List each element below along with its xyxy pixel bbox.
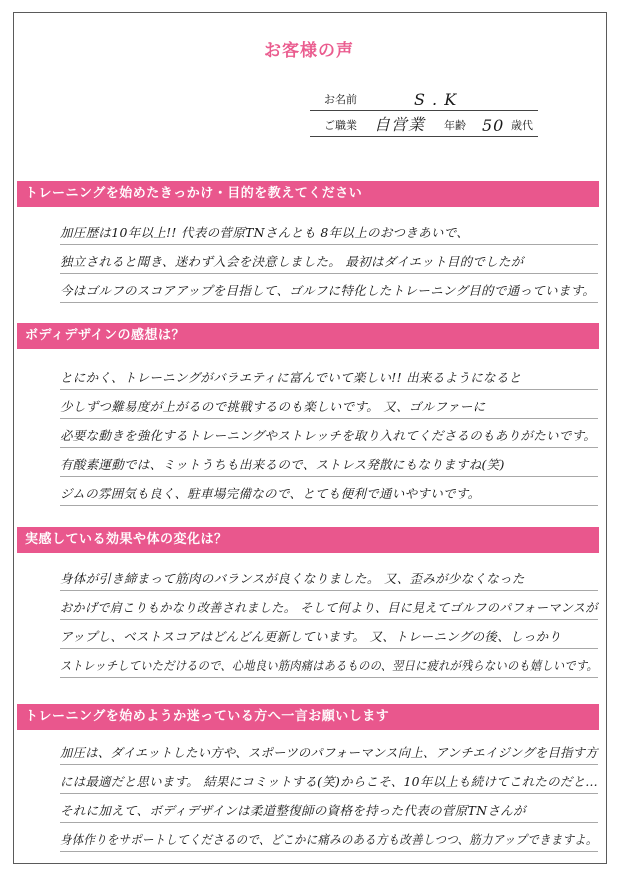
name-row (310, 86, 538, 111)
name-label: お名前 (324, 93, 357, 106)
section-body-impression (60, 361, 598, 506)
name-value: S . K (414, 90, 458, 109)
handwritten-line: アップし、ベストスコアはどんどん更新しています。 又、トレーニングの後、しっかり (60, 620, 598, 649)
page-title: お客様の声 (264, 41, 354, 61)
handwritten-line: ジムの雰囲気も良く、駐車場完備なので、とても便利で通いやすいです。 (60, 477, 598, 506)
job-age-row (310, 112, 538, 137)
section-body-motivation (60, 216, 598, 303)
handwritten-line: 加圧歴は10年以上!! 代表の菅原TNさんとも 8年以上のおつきあいで、 (60, 216, 598, 245)
handwritten-line: 加圧は、ダイエットしたい方や、スポーツのパフォーマンス向上、アンチエイジングを目指す方 (60, 736, 598, 765)
section-header-motivation: トレーニングを始めたきっかけ・目的を教えてください (17, 181, 599, 207)
job-value: 自営業 (374, 115, 426, 134)
handwritten-line: おかげで肩こりもかなり改善されました。 そして何より、目に見えてゴルフのパフォーマンスが (60, 591, 598, 620)
handwritten-line: 有酸素運動では、ミットうちも出来るので、ストレス発散にもなりますね(笑) (60, 448, 598, 477)
age-label: 年齢 (444, 119, 466, 132)
handwritten-line: 身体作りをサポートしてくださるので、どこかに痛みのある方も改善しつつ、筋力アップできますよ。 (60, 823, 598, 852)
handwritten-line: 少しずつ難易度が上がるので挑戦するのも楽しいです。 又、ゴルファーに (60, 390, 598, 419)
handwritten-line: 独立されると聞き、迷わず入会を決意しました。 最初はダイエット目的でしたが (60, 245, 598, 274)
section-body-message (60, 736, 598, 852)
handwritten-line: 今はゴルフのスコアアップを目指して、ゴルフに特化したトレーニング目的で通っています。 (60, 274, 598, 303)
section-header-message: トレーニングを始めようか迷っている方へ一言お願いします (17, 704, 599, 730)
section-header-impression: ボディデザインの感想は？ (17, 323, 599, 349)
section-header-effects: 実感している効果や体の変化は？ (17, 527, 599, 553)
job-label: ご職業 (324, 119, 357, 132)
handwritten-line: それに加えて、ボディデザインは柔道整復師の資格を持った代表の菅原TNさんが (60, 794, 598, 823)
age-value: 50 (482, 116, 505, 135)
handwritten-line: 身体が引き締まって筋肉のバランスが良くなりました。 又、歪みが少なくなった (60, 562, 598, 591)
handwritten-line: には最適だと思います。 結果にコミットする(笑)からこそ、10年以上も続けてこれたのだと… (60, 765, 598, 794)
handwritten-line: 必要な動きを強化するトレーニングやストレッチを取り入れてくださるのもありがたいです。 (60, 419, 598, 448)
age-suffix: 歳代 (511, 119, 533, 132)
handwritten-line: とにかく、トレーニングがバラエティに富んでいて楽しい!! 出来るようになると (60, 361, 598, 390)
handwritten-line: ストレッチしていただけるので、心地良い筋肉痛はあるものの、翌日に疲れが残らないのも嬉しいです。 (60, 649, 598, 678)
section-body-effects (60, 562, 598, 678)
